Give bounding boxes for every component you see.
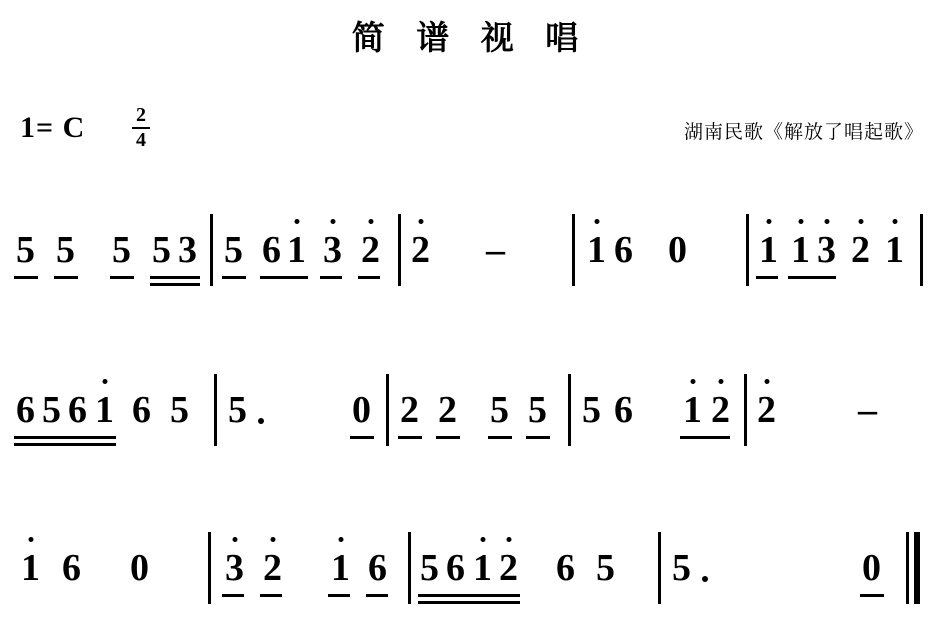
beam (14, 436, 116, 439)
beam (260, 594, 282, 597)
beam (756, 276, 778, 279)
score-header (0, 105, 940, 165)
note: 6 (368, 547, 387, 589)
note: 6 (62, 547, 81, 589)
beam (398, 436, 422, 439)
barline (572, 214, 575, 286)
time-signature (128, 105, 154, 151)
note: 3 (178, 229, 197, 271)
final-barline-thick (914, 532, 920, 604)
page-title: 简 谱 视 唱 (351, 18, 589, 57)
barline (568, 374, 571, 446)
note: 5 (170, 389, 189, 431)
note: 2 (711, 389, 730, 431)
note: 5 (420, 547, 439, 589)
note: 6 (614, 389, 633, 431)
beam (860, 594, 884, 597)
note: 5 (56, 229, 75, 271)
note: 1 (683, 389, 702, 431)
barline (746, 214, 749, 286)
beam (418, 594, 520, 597)
barline (920, 214, 923, 286)
note: 5 (224, 229, 243, 271)
note: 5 (228, 389, 247, 431)
beam (788, 276, 836, 279)
beam (328, 594, 350, 597)
augmentation-dot (258, 418, 264, 424)
beam (54, 276, 78, 279)
sustain-dash: – (858, 389, 877, 431)
time-signature-numerator: 2 (136, 104, 146, 126)
beam (488, 436, 512, 439)
beam (436, 436, 460, 439)
note: 1 (791, 229, 810, 271)
beam (418, 601, 520, 604)
note: 0 (352, 389, 371, 431)
note: 5 (596, 547, 615, 589)
beam (358, 276, 380, 279)
music-system-3 (0, 518, 940, 628)
beam (680, 436, 730, 439)
note: 1 (885, 229, 904, 271)
note: 6 (16, 389, 35, 431)
note: 1 (21, 547, 40, 589)
beam (350, 436, 374, 439)
note: 0 (130, 547, 149, 589)
beam (222, 594, 244, 597)
note: 1 (287, 229, 306, 271)
note: 6 (556, 547, 575, 589)
beam (320, 276, 342, 279)
note: 5 (112, 229, 131, 271)
note: 5 (152, 229, 171, 271)
note: 5 (582, 389, 601, 431)
augmentation-dot (702, 576, 708, 582)
beam (260, 276, 308, 279)
beam (110, 276, 134, 279)
note: 3 (323, 229, 342, 271)
note: 6 (262, 229, 281, 271)
note: 2 (851, 229, 870, 271)
note: 0 (862, 547, 881, 589)
sustain-dash: – (486, 229, 505, 271)
beam (366, 594, 388, 597)
note: 1 (759, 229, 778, 271)
music-system-1 (0, 200, 940, 310)
barline (386, 374, 389, 446)
beam (150, 276, 200, 279)
note: 1 (95, 389, 114, 431)
note: 2 (757, 389, 776, 431)
note: 5 (490, 389, 509, 431)
beam (526, 436, 550, 439)
barline (210, 214, 213, 286)
note: 5 (672, 547, 691, 589)
note: 1 (331, 547, 350, 589)
barline (208, 532, 211, 604)
final-barline-thin (906, 532, 909, 604)
beam (14, 276, 38, 279)
music-system-2 (0, 360, 940, 470)
barline (214, 374, 217, 446)
note: 2 (499, 547, 518, 589)
barline (408, 532, 411, 604)
note: 6 (68, 389, 87, 431)
note: 6 (614, 229, 633, 271)
note: 2 (438, 389, 457, 431)
note: 6 (132, 389, 151, 431)
note: 3 (817, 229, 836, 271)
note: 1 (473, 547, 492, 589)
barline (398, 214, 401, 286)
beam (150, 283, 200, 286)
note: 2 (411, 229, 430, 271)
note: 2 (400, 389, 419, 431)
beam (222, 276, 246, 279)
beam (14, 443, 116, 446)
note: 3 (225, 547, 244, 589)
note: 5 (42, 389, 61, 431)
score-source: 湖南民歌《解放了唱起歌》 (683, 121, 924, 143)
note: 0 (668, 229, 687, 271)
note: 5 (528, 389, 547, 431)
key-signature: 1= C (20, 111, 86, 144)
note: 1 (587, 229, 606, 271)
note: 5 (16, 229, 35, 271)
time-signature-denominator: 4 (136, 129, 146, 151)
barline (658, 532, 661, 604)
note: 2 (263, 547, 282, 589)
barline (744, 374, 747, 446)
note: 2 (361, 229, 380, 271)
note: 6 (446, 547, 465, 589)
